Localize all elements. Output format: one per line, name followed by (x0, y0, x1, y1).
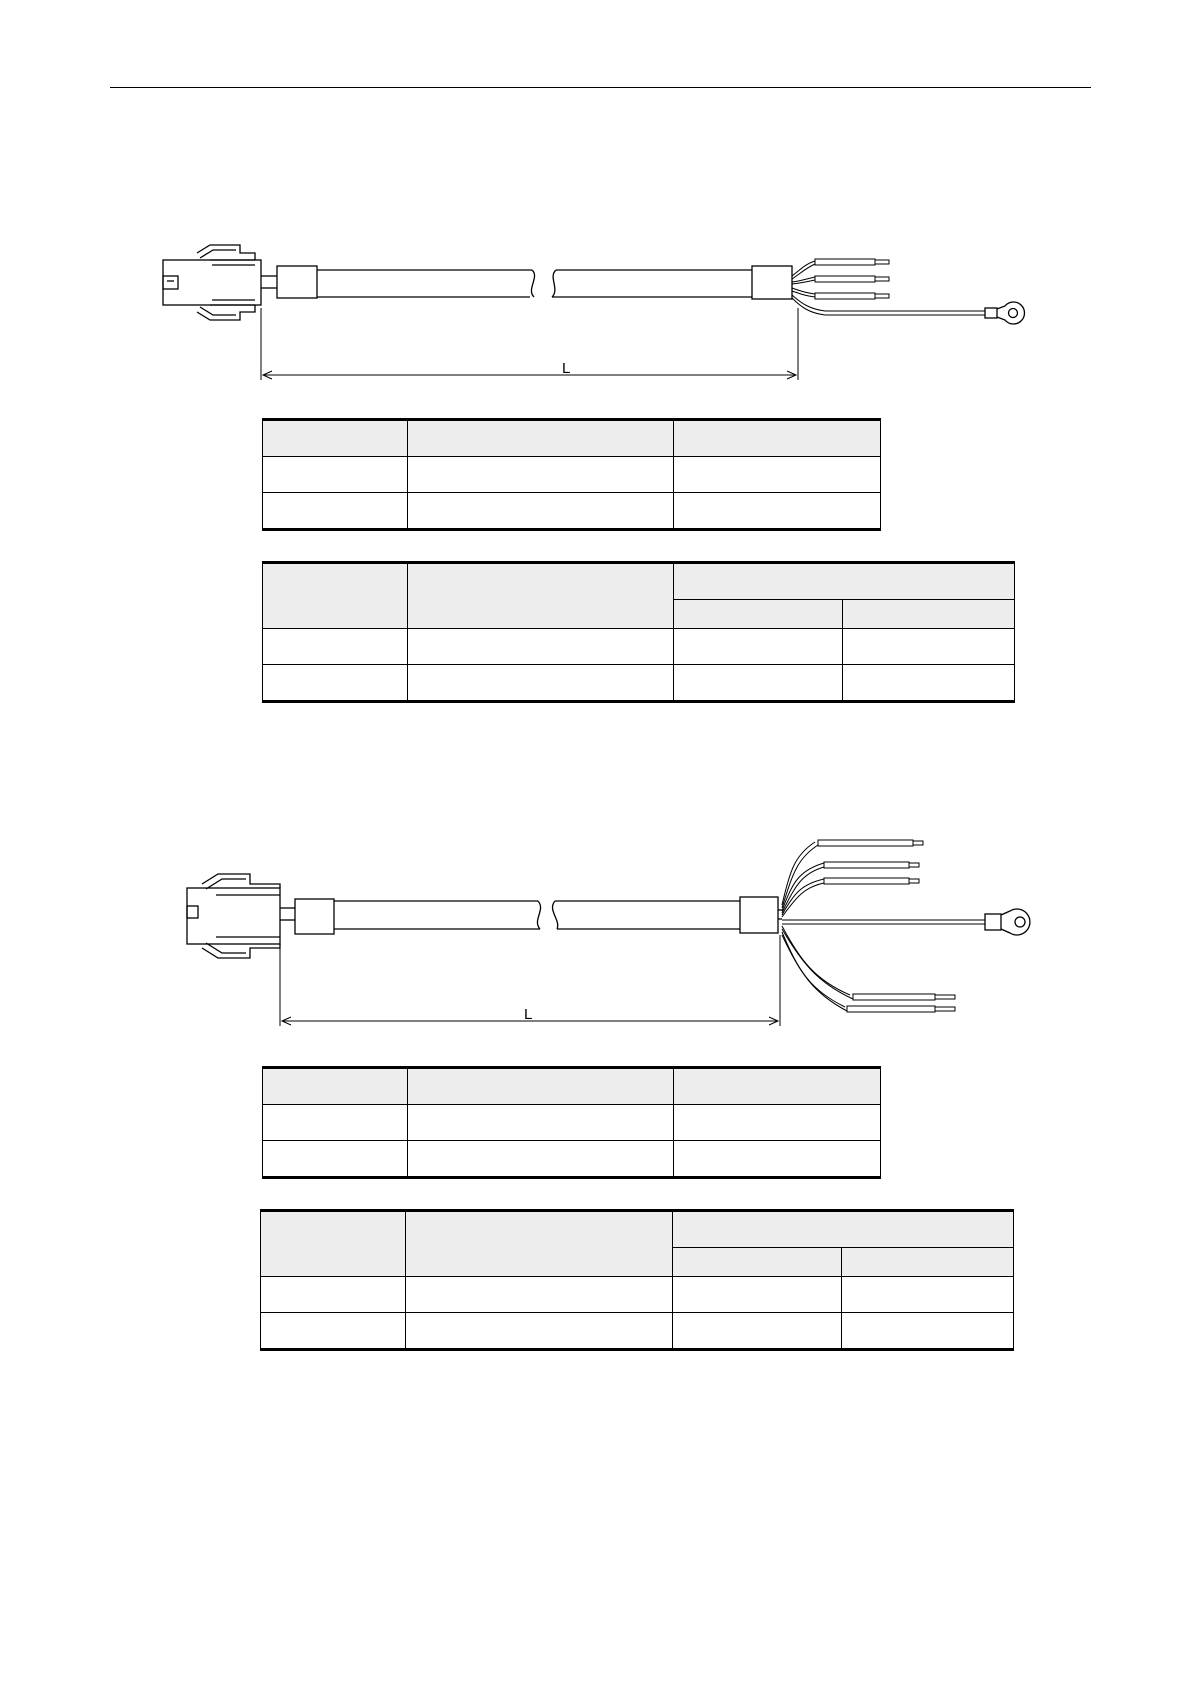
connector-icon (163, 245, 277, 320)
table-cell (673, 1313, 842, 1350)
table-cell (843, 629, 1015, 665)
table-header-row (263, 563, 1015, 600)
cable-drawing-2 (0, 820, 1190, 1030)
table-row (263, 493, 881, 530)
table-cell (842, 1248, 1014, 1277)
table-cell (674, 563, 1015, 600)
table-cell (408, 457, 674, 493)
spec-table-1a (262, 418, 881, 531)
table-cell (263, 1141, 408, 1178)
table-cell (263, 457, 408, 493)
spec-table-1b (262, 561, 1015, 703)
table-cell (261, 1277, 406, 1313)
dimension-label: L (562, 360, 571, 377)
table-cell (842, 1277, 1014, 1313)
table-header-row (261, 1211, 1014, 1248)
table-cell (408, 1068, 674, 1105)
cable-drawing-1-svg (0, 225, 1190, 385)
table-cell (263, 1105, 408, 1141)
table-cell (406, 1211, 673, 1277)
ring-terminal-icon (985, 909, 1030, 935)
table-cell (408, 493, 674, 530)
table-row (261, 1313, 1014, 1350)
left-sleeve (295, 899, 334, 934)
table-row (263, 665, 1015, 702)
table-cell (674, 457, 881, 493)
wire-leads (792, 259, 985, 315)
table-cell (674, 629, 843, 665)
table-cell (673, 1277, 842, 1313)
table-cell (408, 420, 674, 457)
table-header-row (263, 420, 881, 457)
table-cell (673, 1211, 1014, 1248)
left-sleeve (277, 266, 317, 298)
table-cell (842, 1313, 1014, 1350)
table-cell (674, 1105, 881, 1141)
wire-leads (782, 840, 985, 1012)
right-sleeve (752, 266, 792, 299)
table-cell (263, 629, 408, 665)
table-cell (263, 665, 408, 702)
cable-drawing-2-svg (0, 820, 1190, 1030)
table-cell (843, 600, 1015, 629)
right-sleeve (740, 897, 778, 933)
table-cell (673, 1248, 842, 1277)
table-row (263, 1141, 881, 1178)
dimension-label: L (524, 1006, 533, 1023)
cable-body (317, 270, 752, 297)
connector-icon (187, 874, 295, 958)
table-cell (263, 493, 408, 530)
table-cell (408, 1141, 674, 1178)
table-cell (674, 665, 843, 702)
table-cell (674, 420, 881, 457)
table-cell (408, 563, 674, 629)
table-cell (261, 1313, 406, 1350)
table-cell (674, 600, 843, 629)
table-cell (408, 665, 674, 702)
table-cell (674, 1068, 881, 1105)
table-cell (674, 493, 881, 530)
spec-table-2a (262, 1066, 881, 1179)
table-cell (261, 1211, 406, 1277)
table-cell (263, 420, 408, 457)
dimension-line (261, 308, 798, 380)
table-row (261, 1277, 1014, 1313)
table-cell (674, 1141, 881, 1178)
header-rule (110, 87, 1091, 88)
table-cell (263, 563, 408, 629)
table-row (263, 629, 1015, 665)
table-cell (406, 1277, 673, 1313)
cable-drawing-1 (0, 225, 1190, 385)
table-cell (843, 665, 1015, 702)
table-row (263, 1105, 881, 1141)
table-header-row (263, 1068, 881, 1105)
table-row (263, 457, 881, 493)
spec-table-2b (260, 1209, 1014, 1351)
cable-body (334, 901, 740, 929)
table-cell (406, 1313, 673, 1350)
table-cell (408, 1105, 674, 1141)
table-cell (263, 1068, 408, 1105)
table-cell (408, 629, 674, 665)
ring-terminal-icon (985, 302, 1024, 324)
